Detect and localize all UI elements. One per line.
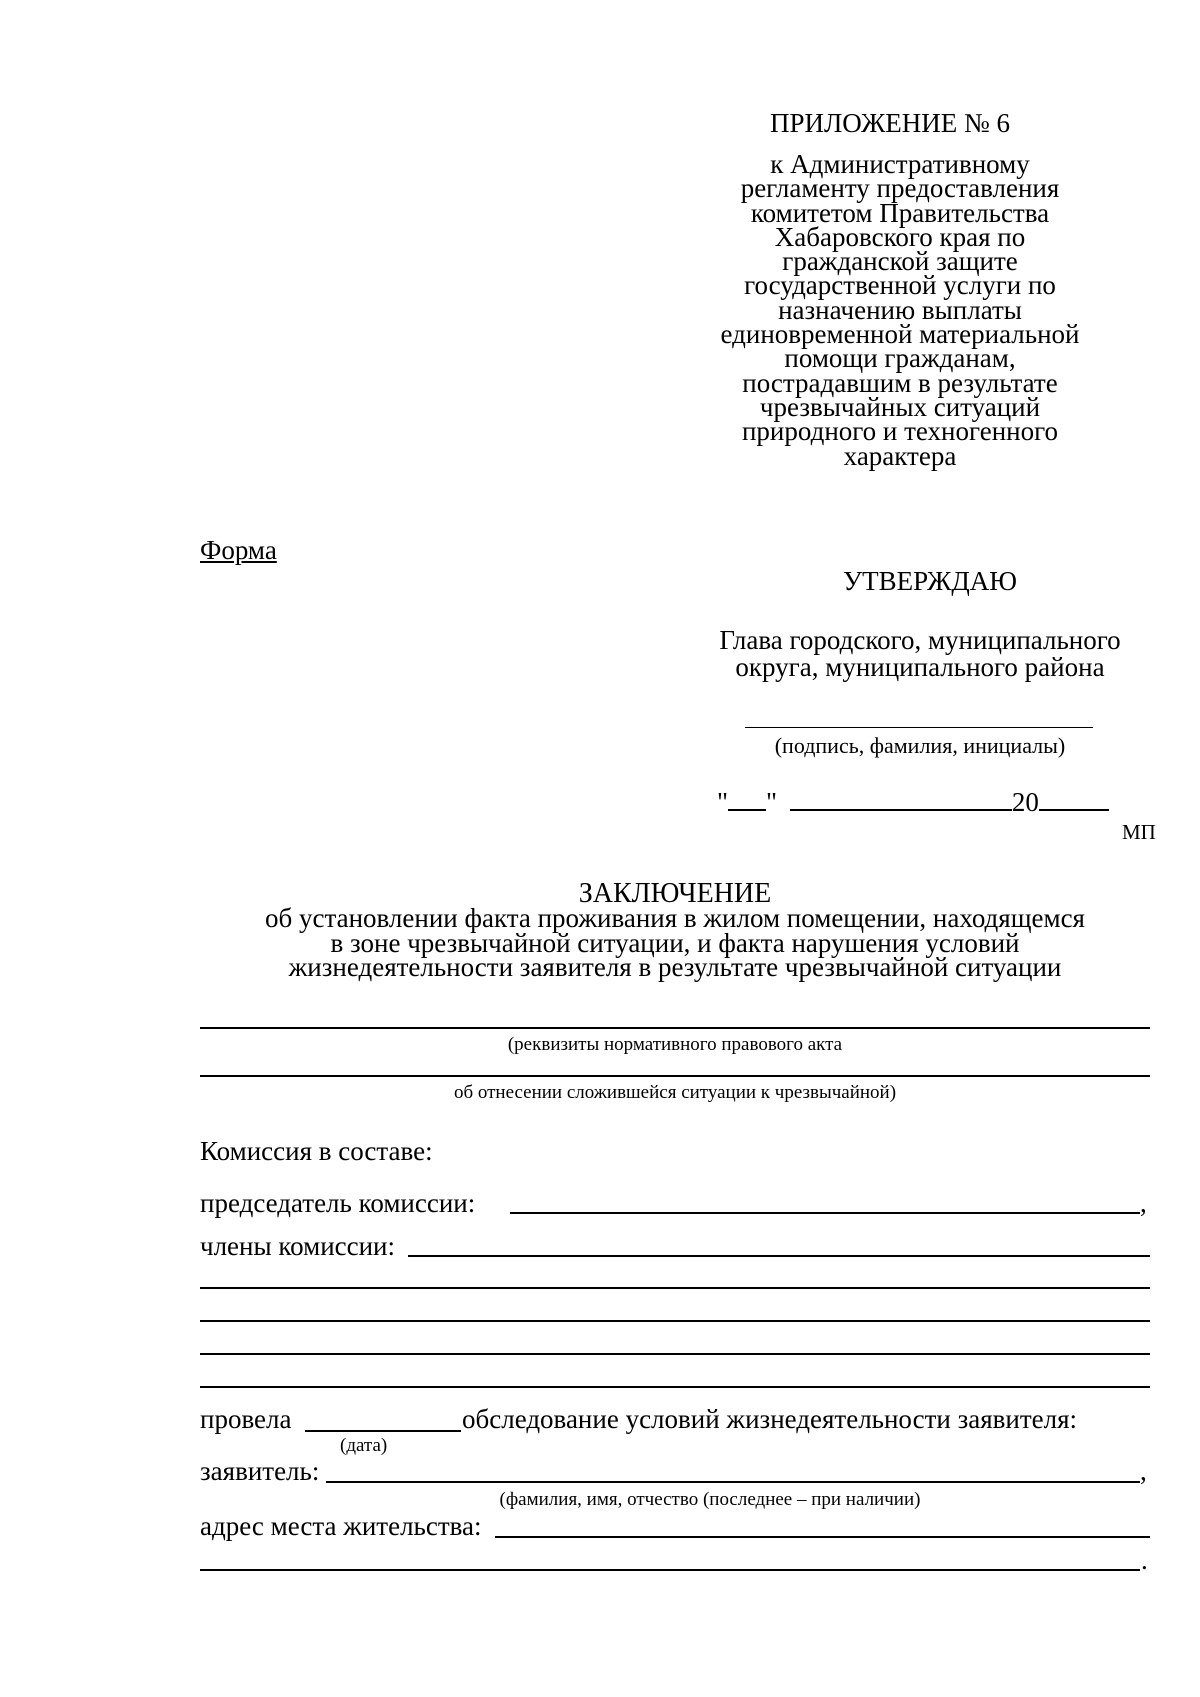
signature-caption: (подпись, фамилия, инициалы) [774,733,1066,758]
year-prefix: 20 [1011,787,1039,817]
appendix-text [700,149,1100,471]
address-line-1[interactable] [495,1536,1150,1538]
applicant-line[interactable] [326,1481,1140,1483]
month-blank[interactable] [790,787,1012,811]
form-label: Форма [200,535,277,565]
chair-line[interactable] [510,1212,1140,1214]
appendix-line: Хабаровского края по [774,221,1026,252]
address-period: . [1141,1545,1148,1575]
appendix-line: единовременной материальной [720,319,1080,350]
survey-prefix: провела [200,1404,292,1434]
appendix-line: к Административному [770,149,1030,179]
conclusion-subtitle [0,903,1200,982]
survey-text: обследование условий жизнедеятельности заявителя: [462,1404,1078,1434]
applicant-caption: (фамилия, имя, отчество (последнее – при наличии) [499,1489,921,1510]
quote-close: " [766,787,778,817]
applicant-comma: , [1140,1456,1147,1486]
members-label: члены комиссии: [200,1231,396,1261]
conclusion-title: ЗАКЛЮЧЕНИЕ [578,878,772,909]
approval-position-line1: Глава городского, муниципального [719,625,1121,655]
members-line-1[interactable] [408,1255,1150,1257]
legal-act-line-2[interactable] [200,1075,1150,1077]
appendix-line: помощи гражданам, [784,343,1016,374]
legal-act-caption-2: об отнесении сложившейся ситуации к чрезвычайной) [453,1082,897,1103]
conclusion-subtitle-line: жизнедеятельности заявителя в результате чрезвычайной ситуации [288,952,1062,982]
chair-comma: , [1140,1188,1147,1218]
stamp-label: МП [1122,820,1156,844]
quote-open: " [717,787,729,817]
approval-position-line2: округа, муниципального района [735,652,1105,682]
appendix-line: назначению выплаты [778,294,1022,325]
chair-label: председатель комиссии: [200,1188,476,1218]
appendix-line: государственной услуги по [744,270,1056,301]
day-blank[interactable] [728,787,766,811]
address-line-2[interactable] [200,1569,1140,1571]
appendix-line: комитетом Правительства [750,197,1050,228]
survey-date-caption: (дата) [340,1435,388,1456]
appendix-line: пострадавшим в результате [742,367,1058,398]
legal-act-line-1[interactable] [200,1027,1150,1029]
members-line-2[interactable] [200,1287,1150,1289]
applicant-label: заявитель: [200,1456,320,1486]
appendix-line: гражданской защите [782,246,1018,277]
appendix-title: ПРИЛОЖЕНИЕ № 6 [769,108,1011,138]
signature-line[interactable] [745,727,1093,728]
legal-act-caption-1: (реквизиты нормативного правового акта [507,1034,843,1055]
year-blank[interactable] [1039,787,1109,811]
appendix-line: природного и техногенного [741,416,1059,447]
appendix-line: чрезвычайных ситуаций [759,391,1041,422]
survey-date-line[interactable] [305,1430,461,1432]
members-line-4[interactable] [200,1353,1150,1355]
appendix-line: регламенту предоставления [740,173,1060,204]
commission-heading: Комиссия в составе: [200,1136,433,1166]
conclusion-subtitle-line: в зоне чрезвычайной ситуации, и факта нарушения условий [330,927,1020,958]
conclusion-subtitle-line: об установлении факта проживания в жилом помещении, находящемся [265,903,1085,933]
approval-date [717,787,1109,816]
appendix-line: характера [843,440,957,471]
members-line-3[interactable] [200,1320,1150,1322]
address-label: адрес места жительства: [200,1511,482,1541]
approval-title: УТВЕРЖДАЮ [842,566,1018,596]
members-line-5[interactable] [200,1386,1150,1388]
